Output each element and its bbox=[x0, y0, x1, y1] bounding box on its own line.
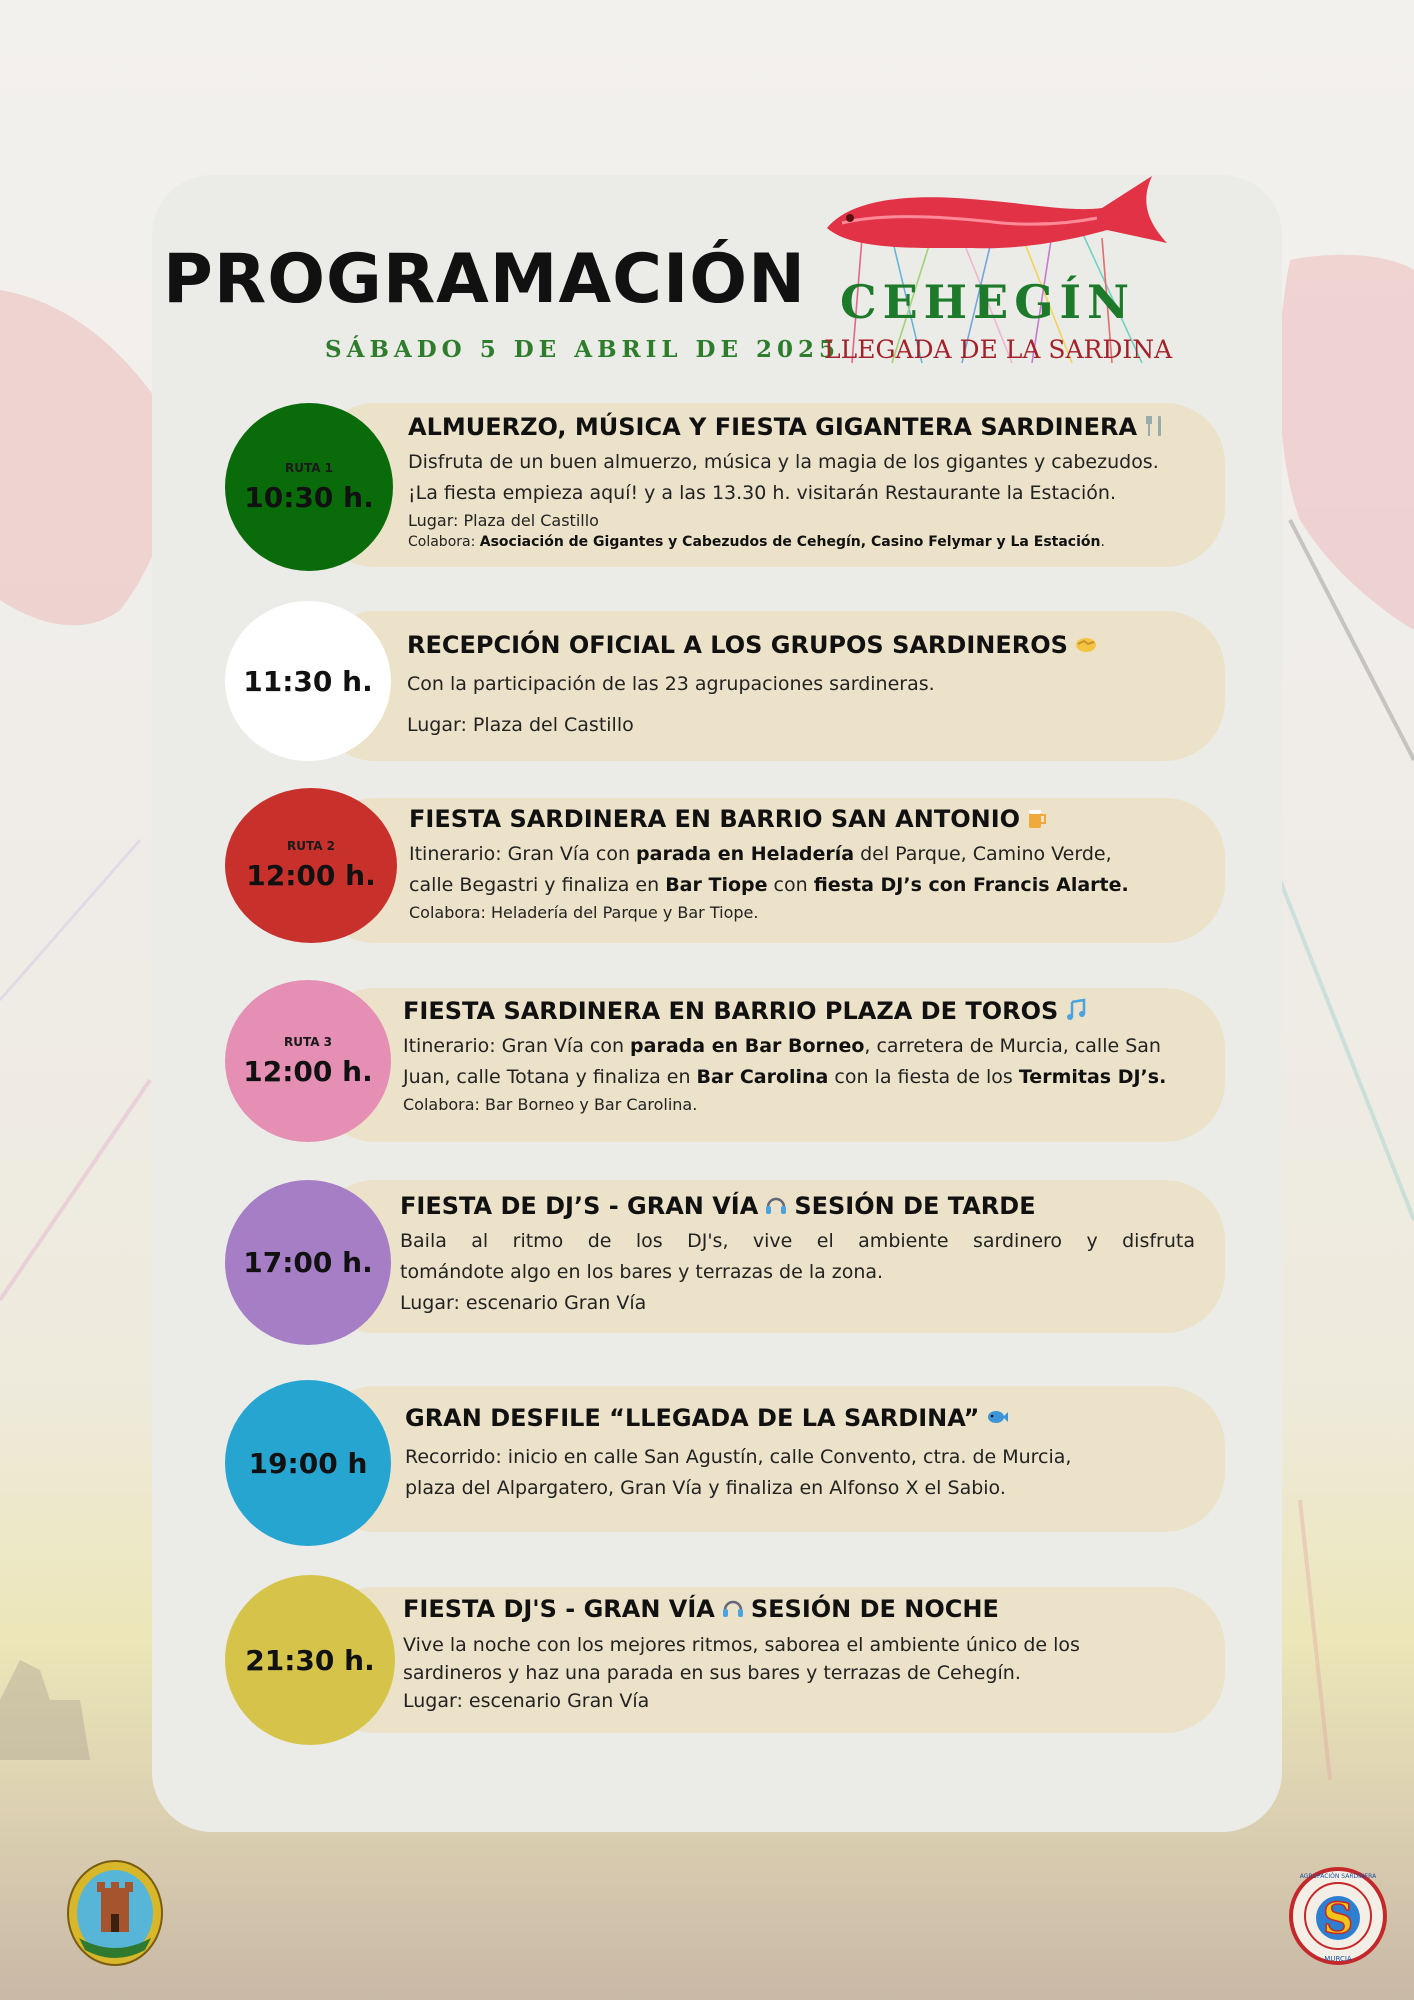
event-content bbox=[409, 805, 1129, 924]
event-location: Lugar: Plaza del Castillo bbox=[407, 714, 634, 736]
event-time: 21:30 h. bbox=[245, 1643, 375, 1677]
event-item bbox=[225, 1180, 1225, 1345]
music-notes-icon bbox=[1064, 998, 1088, 1022]
handshake-icon bbox=[1074, 632, 1098, 656]
logo-subtitle: LLEGADA DE LA SARDINA bbox=[824, 335, 1173, 364]
event-time: 11:30 h. bbox=[243, 664, 373, 698]
event-content bbox=[403, 997, 1166, 1116]
time-circle bbox=[225, 788, 397, 943]
headphones-icon bbox=[764, 1193, 788, 1217]
event-description: Con la participación de las 23 agrupaciones sardineras. bbox=[407, 673, 935, 695]
event-description: Baila al ritmo de los DJ's, vive el ambiente sardinero y disfruta tomándote algo en los bares y terrazas de la zona. bbox=[400, 1230, 1195, 1283]
route-label: RUTA 2 bbox=[286, 839, 336, 853]
time-circle bbox=[225, 1380, 391, 1546]
fish-icon bbox=[985, 1405, 1009, 1429]
event-location: Lugar: Plaza del Castillo bbox=[408, 511, 599, 530]
cehegin-coat-of-arms-logo bbox=[65, 1858, 165, 1968]
event-item bbox=[225, 1380, 1225, 1546]
event-description: Vive la noche con los mejores ritmos, saborea el ambiente único de los sardineros y haz una parada en sus bares y terrazas de Cehegín. bbox=[403, 1634, 1080, 1684]
event-time: 10:30 h. bbox=[244, 480, 374, 514]
logo-letter: S bbox=[1322, 1894, 1354, 1943]
time-circle bbox=[225, 1575, 395, 1745]
event-time: 17:00 h. bbox=[243, 1246, 373, 1279]
event-time: 19:00 h bbox=[248, 1446, 368, 1480]
logo-word: CEHEGÍN bbox=[840, 275, 1136, 329]
time-circle bbox=[225, 403, 393, 571]
route-label: RUTA 3 bbox=[283, 1034, 333, 1049]
event-title: RECEPCIÓN OFICIAL A LOS GRUPOS SARDINEROS bbox=[407, 631, 1098, 659]
event-date: SÁBADO 5 DE ABRIL DE 2025 bbox=[325, 336, 841, 363]
event-title: FIESTA DE DJ’S - GRAN VÍA SESIÓN DE TARDE bbox=[400, 1192, 1036, 1220]
event-time: 12:00 h. bbox=[243, 1054, 373, 1088]
agrupacion-sardinera-logo bbox=[1288, 1866, 1388, 1966]
logo-ring-bottom: MURCIA bbox=[1324, 1955, 1352, 1963]
event-description: Recorrido: inicio en calle San Agustín, calle Convento, ctra. de Murcia, plaza del Alpargatero, Gran Vía y finaliza en Alfonso X el Sabio. bbox=[405, 1446, 1072, 1499]
page-title: PROGRAMACIÓN bbox=[163, 240, 807, 319]
event-item bbox=[225, 403, 1225, 571]
event-collaborators: Colabora: Heladería del Parque y Bar Tiope. bbox=[409, 903, 759, 922]
event-item bbox=[225, 1575, 1225, 1745]
event-description: Itinerario: Gran Vía con parada en Heladería del Parque, Camino Verde, calle Begastri y finaliza en Bar Tiope con fiesta DJ’s con Francis Alarte. bbox=[409, 843, 1129, 896]
cehegin-sardina-logo bbox=[822, 168, 1182, 368]
event-content bbox=[403, 1595, 1080, 1715]
event-collaborators: Colabora: Asociación de Gigantes y Cabezudos de Cehegín, Casino Felymar y La Estación. bbox=[408, 534, 1105, 550]
event-description: Itinerario: Gran Vía con parada en Bar Borneo, carretera de Murcia, calle San Juan, calle Totana y finaliza en Bar Carolina con la fiesta de los Termitas DJ’s. bbox=[403, 1035, 1167, 1088]
event-location: Lugar: escenario Gran Vía bbox=[400, 1292, 647, 1314]
event-title: ALMUERZO, MÚSICA Y FIESTA GIGANTERA SARDINERA bbox=[408, 413, 1167, 441]
time-circle bbox=[225, 601, 391, 761]
headphones-icon bbox=[721, 1596, 745, 1620]
beer-icon bbox=[1026, 806, 1050, 830]
event-title: FIESTA DJ'S - GRAN VÍA SESIÓN DE NOCHE bbox=[403, 1595, 999, 1623]
event-item bbox=[225, 601, 1225, 761]
event-time: 12:00 h. bbox=[246, 859, 376, 892]
event-description: Disfruta de un buen almuerzo, música y la magia de los gigantes y cabezudos. ¡La fiesta empieza aquí! y a las 13.30 h. visitarán Restaurante la Estación. bbox=[408, 451, 1159, 504]
event-title: FIESTA SARDINERA EN BARRIO PLAZA DE TOROS bbox=[403, 997, 1166, 1025]
event-item bbox=[225, 980, 1225, 1142]
time-circle bbox=[225, 1180, 391, 1345]
event-content bbox=[408, 413, 1167, 553]
event-title: GRAN DESFILE “LLEGADA DE LA SARDINA” bbox=[405, 1404, 1071, 1432]
event-collaborators: Colabora: Bar Borneo y Bar Carolina. bbox=[403, 1095, 698, 1114]
time-circle bbox=[225, 980, 391, 1142]
event-title: FIESTA SARDINERA EN BARRIO SAN ANTONIO bbox=[409, 805, 1129, 833]
event-item bbox=[225, 788, 1225, 943]
event-location: Lugar: escenario Gran Vía bbox=[403, 1690, 650, 1712]
route-label: RUTA 1 bbox=[284, 460, 334, 475]
event-content bbox=[400, 1192, 1195, 1319]
fork-knife-icon bbox=[1143, 414, 1167, 438]
logo-ring-top: AGRUPACIÓN SARDINERA bbox=[1299, 1873, 1377, 1880]
event-content bbox=[405, 1404, 1071, 1504]
event-content bbox=[407, 631, 1098, 741]
